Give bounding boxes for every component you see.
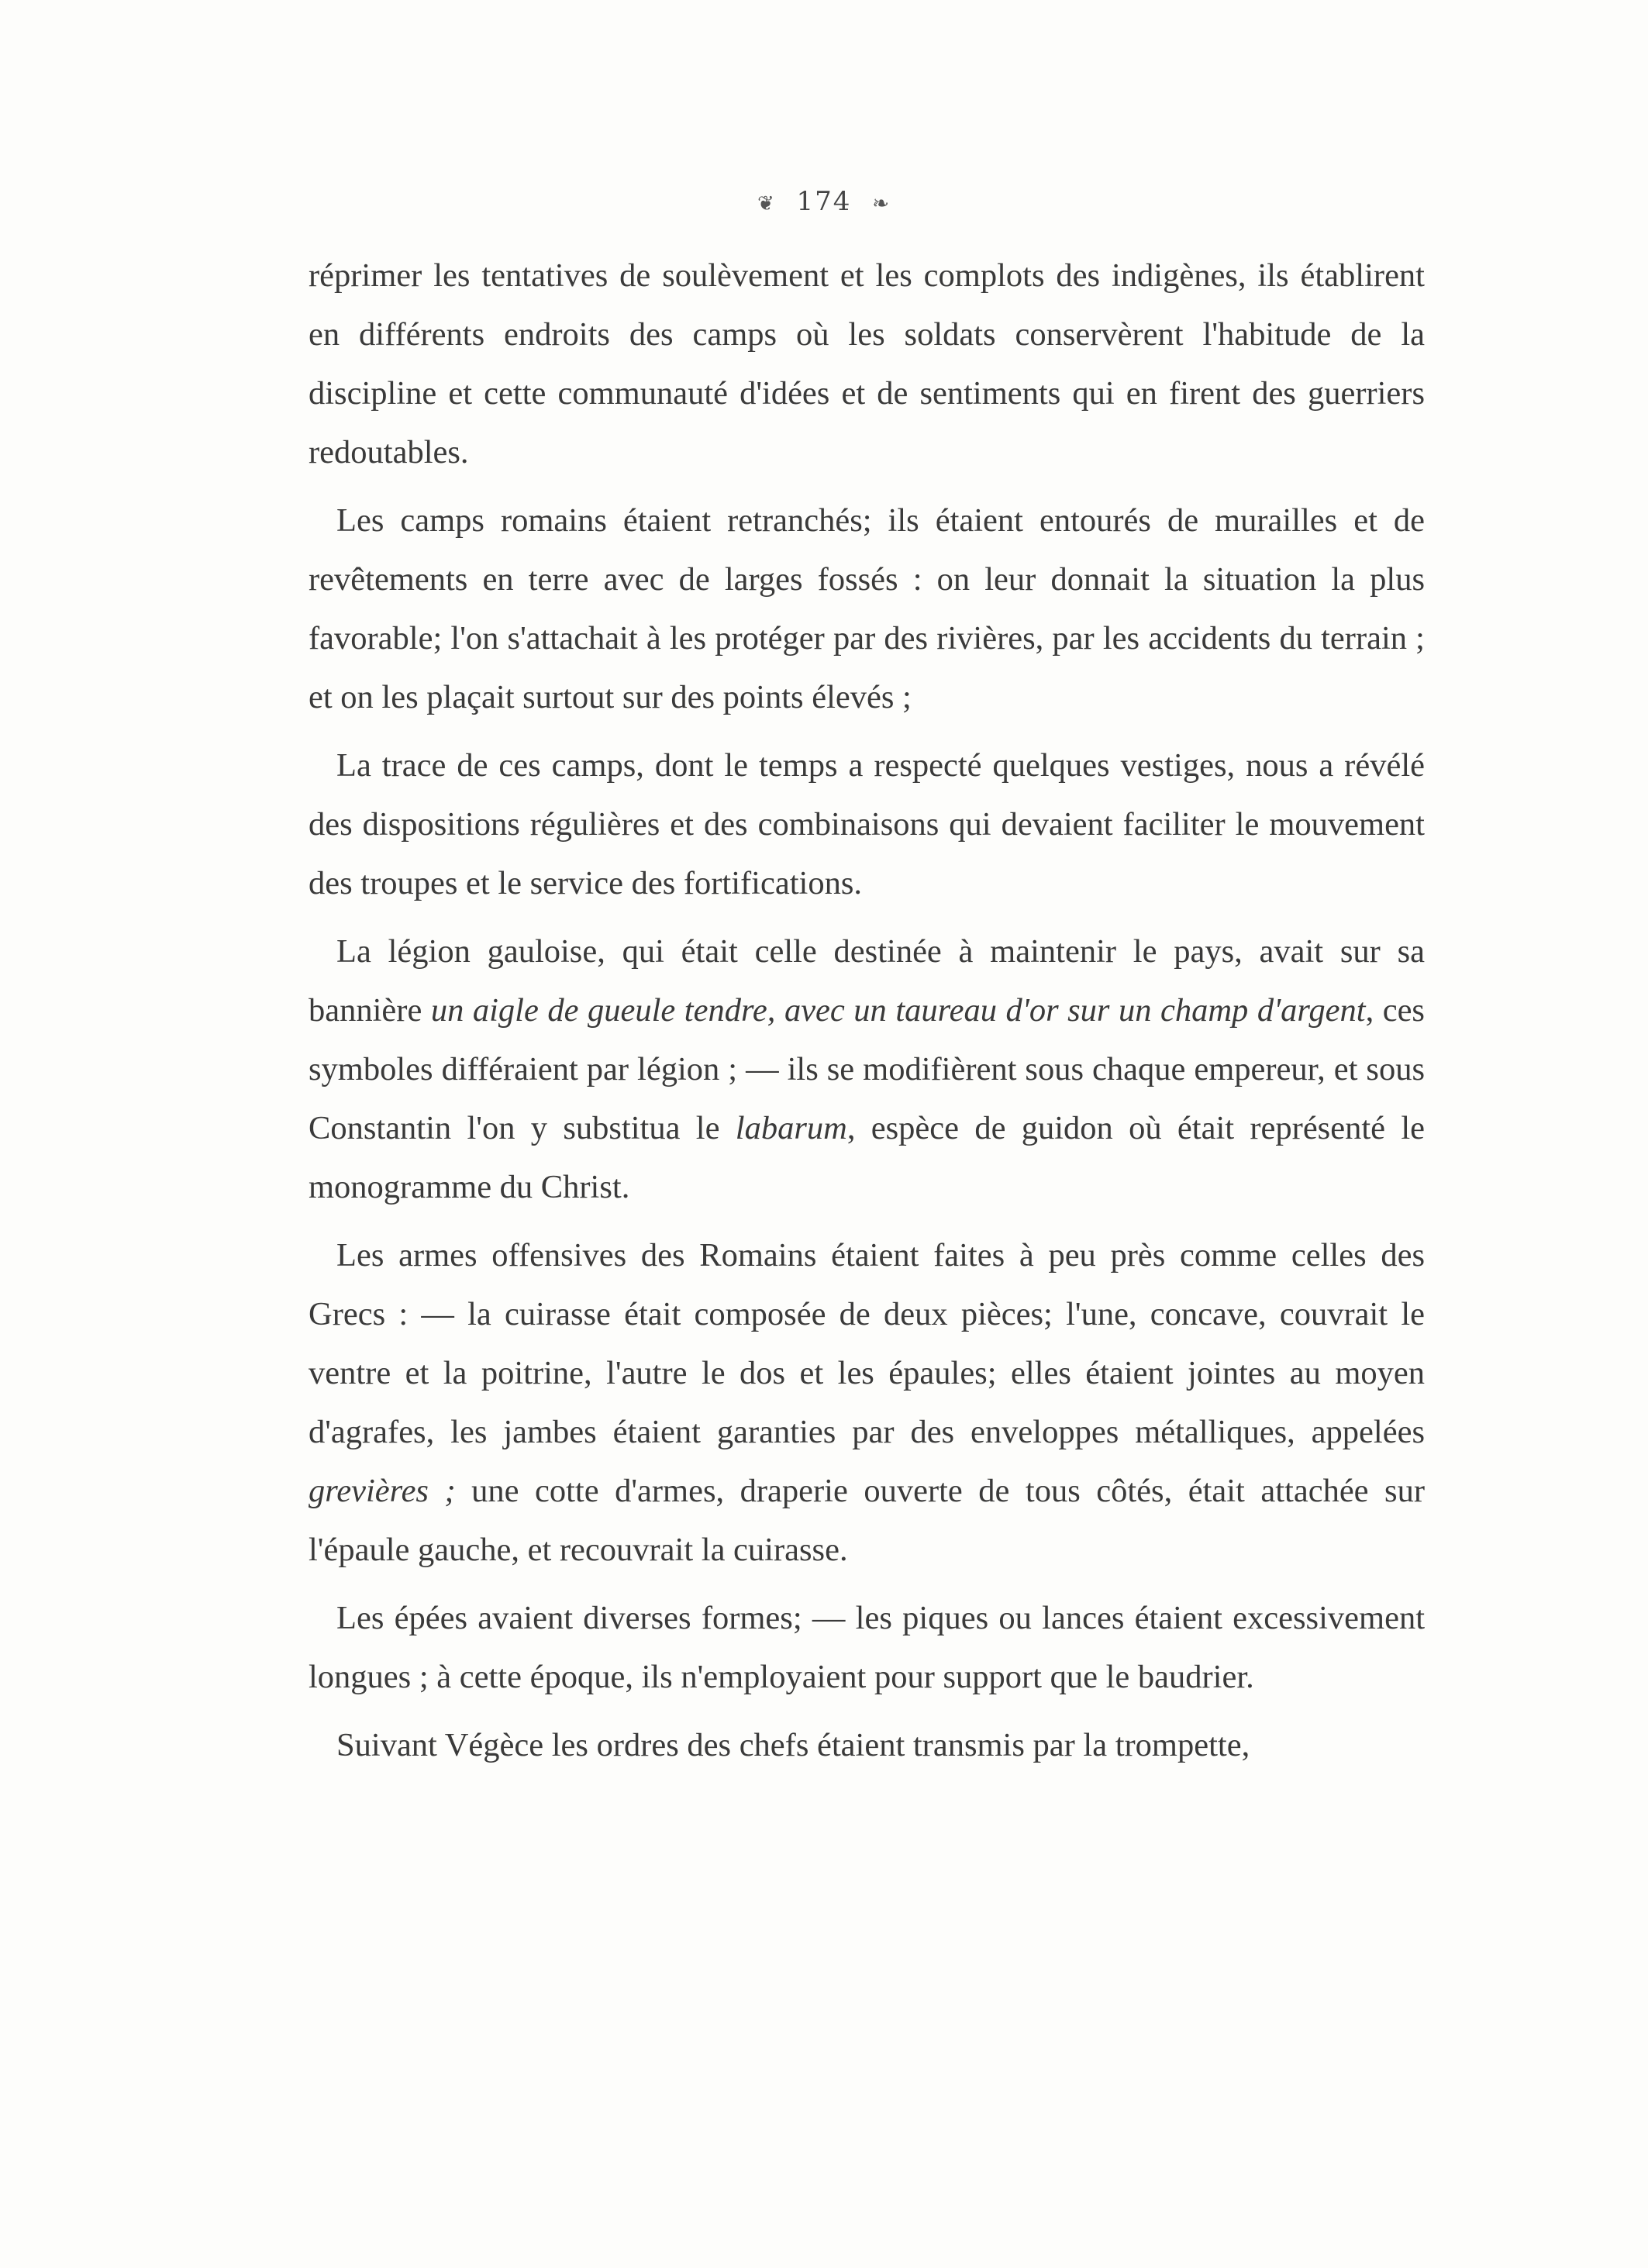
paragraph-6: Les épées avaient diverses formes; — les piques ou lances étaient excessivement longues ; à cette époque, ils n'employaient pour support que le baudrier. [309,1600,1425,1695]
paragraph-7: Suivant Végèce les ordres des chefs étaient transmis par la trompette, [336,1727,1250,1763]
paragraph-4-italic-blazon: un aigle de gueule tendre, avec un taureau d'or sur un champ d'argent [430,992,1366,1029]
paragraph-5-text-c: une cotte d'armes, draperie ouverte de tous côtés, était attachée sur l'épaule gauche, et recouvrait la cuirasse. [309,1473,1425,1568]
paragraph-5-text-a: Les armes offensives des Romains étaient faites à peu près comme celles des Grecs : — la cuirasse était composée de deux pièces; l'une, concave, couvrait le ventre et la poitrine, l'autre le dos et les épaules; elles étaient jointes au moyen d'agrafes, les jambes étaient garanties par des enveloppes métalliques, appelées [309,1237,1425,1450]
ornament-right-icon: ❧ [872,192,891,215]
paragraph-2: Les camps romains étaient retranchés; ils étaient entourés de murailles et de revêtements en terre avec de larges fossés : on leur donnait la situation la plus favorable; l'on s'attachait à les protéger par des rivières, par les accidents du terrain ; et on les plaçait surtout sur des points élevés ; [309,502,1425,715]
paragraph-1: réprimer les tentatives de soulèvement et les complots des indigènes, ils établirent en différents endroits des camps où les soldats conservèrent l'habitude de la discipline et cette communauté d'idées et de sentiments qui en firent des guerriers redoutables. [309,257,1425,470]
paragraph-3: La trace de ces camps, dont le temps a respecté quelques vestiges, nous a révélé des dispositions régulières et des combinaisons qui devaient faciliter le mouvement des troupes et le service des fortifications. [309,747,1425,901]
ornament-left-icon: ❦ [757,192,776,215]
paragraph-4-text-e: , espèce de guidon où était représenté le monogramme du Christ. [309,1110,1425,1205]
page-number: 174 [796,186,852,217]
paragraph-4 [309,922,1425,1217]
body-text [309,246,1425,1784]
paragraph-5-italic-grevieres: grevières ; [309,1473,456,1509]
paragraph-4-text-c: , ces symboles différaient par légion ; — ils se modifièrent sous chaque empereur, et sous Constantin l'on y substitua le [309,992,1425,1146]
paragraph-5 [309,1226,1425,1580]
paragraph-4-italic-labarum: labarum [735,1110,847,1146]
paragraph-4-text-a: La légion gauloise, qui était celle destinée à maintenir le pays, avait sur sa bannière [309,933,1425,1029]
page-header [0,186,1648,217]
